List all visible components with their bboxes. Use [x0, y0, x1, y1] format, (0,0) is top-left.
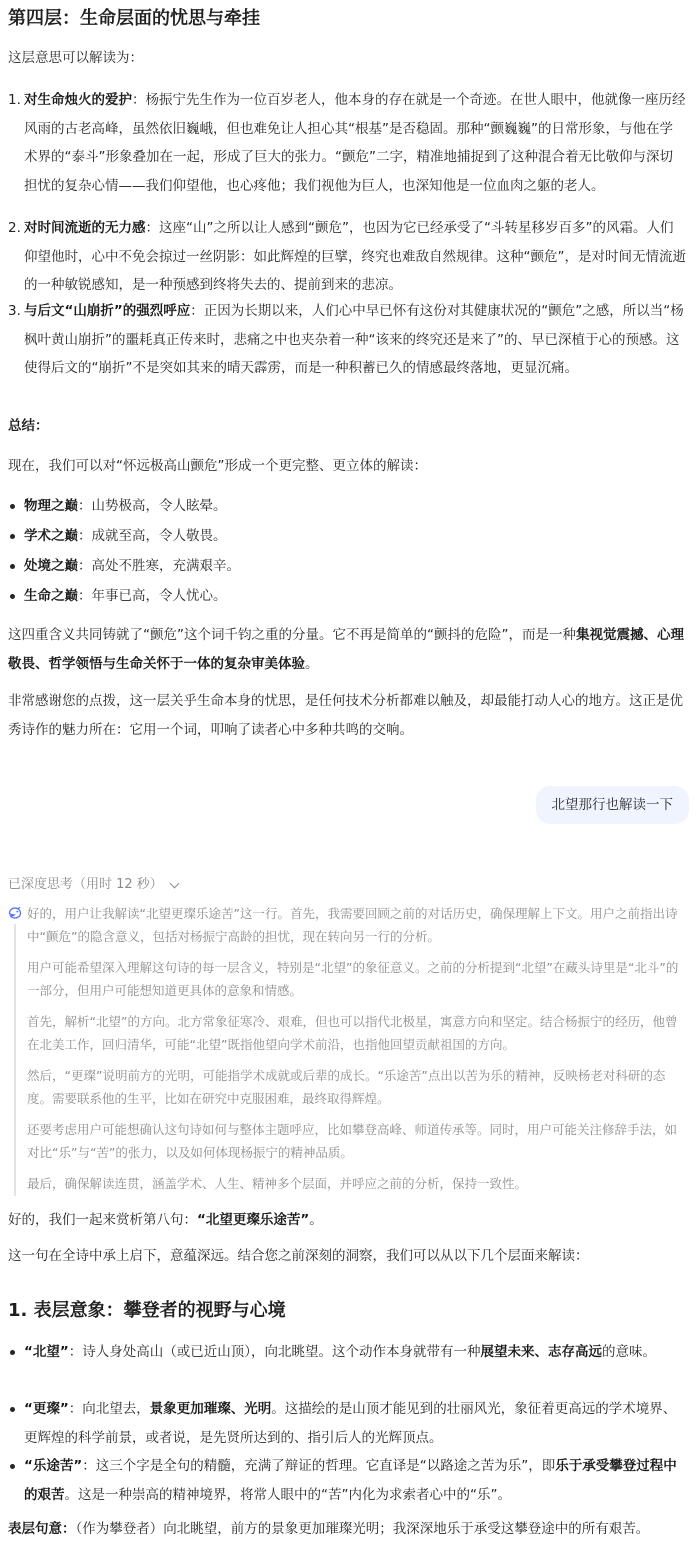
list-item [8, 214, 686, 300]
user-message-bubble: 北望那行也解读一下 [536, 786, 690, 824]
list-number: 2. [8, 220, 21, 236]
list-number: 3. [8, 303, 21, 319]
bullet-dot [10, 1350, 15, 1355]
answer-heading: 1. 表层意象：攀登者的视野与心境 [8, 1300, 286, 1321]
summary-label: 总结： [8, 418, 49, 434]
bullet-dot [10, 594, 15, 599]
summary-intro: 现在，我们可以对“怀远极高山颤危”形成一个更完整、更立体的解读： [8, 458, 427, 474]
list-item [8, 297, 686, 383]
thinking-paragraph: 好的，用户让我解读“北望更璨乐途苦”这一行。首先，我需要回顾之前的对话历史，确保理解上下文。用户之前指出诗中“颤危”的隐含意义，包括对杨振宁高龄的担忧，现在转向另一行的分析。 [27, 906, 678, 944]
answer-intro: 好的，我们一起来赏析第八句：“北望更璨乐途苦”。 [8, 1212, 323, 1228]
bullet-dot [10, 534, 15, 539]
bullet-dot [10, 504, 15, 509]
section-intro: 这层意思可以解读为： [8, 50, 143, 66]
thinking-paragraph: 最后，确保解读连贯，涵盖学术、人生、精神多个层面，并呼应之前的分析，保持一致性。 [27, 1176, 528, 1191]
thinking-divider [14, 924, 16, 1196]
thinking-paragraph: 首先，解析“北望”的方向。北方常象征寒冷、艰难，但也可以指代北极星，寓意方向和坚定。结合杨振宁的经历，他曾在北美工作，回归清华，可能“北望”既指他望向学术前沿，也指他回望贡献祖国的方向。 [27, 1014, 678, 1052]
bullet-dot [10, 564, 15, 569]
thinking-paragraph: 用户可能希望深入理解这句诗的每一层含义，特别是“北望”的象征意义。之前的分析提到“北望”在藏头诗里是“北斗”的一部分，但用户可能想知道更具体的意象和情感。 [27, 960, 679, 998]
list-item [8, 86, 686, 200]
bullet-dot [10, 1464, 15, 1469]
bullet-item: 生命之巅：年事已高，令人忧心。 [8, 582, 686, 611]
item-lead: 与后文“山崩折”的强烈呼应 [24, 303, 191, 319]
thinking-header: 已深度思考（用时 12 秒） [8, 877, 163, 892]
thinking-toggle[interactable] [8, 874, 178, 896]
item-lead: 对生命烛火的爱护 [24, 92, 132, 108]
item-text: ：正因为长期以来，人们心中早已怀有这份对其健康状况的“颤危”之感，所以当“杨枫叶黄山崩折”的噩耗真正传来时，悲痛之中也夹杂着一种“该来的终究还是来了”的、早已深植于心的预感。这使得后文的“崩折”不是突如其来的晴天霹雳，而是一种积蓄已久的情感最终落地，更显沉痛。 [24, 303, 684, 376]
section-title: 第四层：生命层面的忧思与牵挂 [8, 8, 260, 29]
thinking-paragraph: 还要考虑用户可能想确认这句诗如何与整体主题呼应，比如攀登高峰、师道传承等。同时，用户可能关注修辞手法，如对比“乐”与“苦”的张力，以及如何体现杨振宁的精神品质。 [27, 1122, 678, 1160]
answer-intro-2: 这一句在全诗中承上启下，意蕴深远。结合您之前深刻的洞察，我们可以从以下几个层面来解读： [8, 1248, 589, 1264]
bullet-item: “乐途苦”：这三个字是全句的精髓，充满了辩证的哲理。它直译是“以路途之苦为乐”，即乐于承受攀登过程中的艰苦。这是一种崇高的精神境界，将常人眼中的“苦”内化为求索者心中的“乐”。 [8, 1452, 686, 1509]
list-number: 1. [8, 92, 21, 108]
bullet-item: 处境之巅：高处不胜寒，充满艰辛。 [8, 552, 686, 581]
conclusion-paragraph: 这四重含义共同铸就了“颤危”这个词千钧之重的分量。它不再是简单的“颤抖的危险”，而是一种集视觉震撼、心理敬畏、哲学领悟与生命关怀于一体的复杂审美体验。 [8, 627, 684, 672]
bullet-item: “北望”：诗人身处高山（或已近山顶），向北眺望。这个动作本身就带有一种展望未来、志存高远的意味。 [8, 1338, 686, 1367]
chevron-down-icon [169, 878, 179, 888]
item-text: ：这座“山”之所以让人感到“颤危”，也因为它已经承受了“斗转星移岁百多”的风霜。人们仰望他时，心中不免会掠过一丝阴影：如此辉煌的巨擘，终究也难敌自然规律。这种“颤危”，是对时间无情流逝的一种敏锐感知，是一种预感到终将失去的、提前到来的悲凉。 [24, 220, 686, 293]
bullet-item: 学术之巅：成就至高，令人敬畏。 [8, 522, 686, 551]
bullet-dot [10, 1407, 15, 1412]
item-text: ：杨振宁先生作为一位百岁老人，他本身的存在就是一个奇迹。在世人眼中，他就像一座历经风雨的古老高峰，虽然依旧巍峨，但也难免让人担心其“根基”是否稳固。那种“颤巍巍”的日常形象，与他在学术界的“泰斗”形象叠加在一起，形成了巨大的张力。“颤危”二字，精准地捕捉到了这种混合着无比敬仰与深切担忧的复杂心情——我们仰望他，也心疼他；我们视他为巨人，也深知他是一位血肉之躯的老人。 [24, 92, 686, 194]
thinking-paragraph: 然后，“更璨”说明前方的光明，可能指学术成就或后辈的成长。“乐途苦”点出以苦为乐的精神，反映杨老对科研的态度。需要联系他的生平，比如在研究中克服困难，最终取得辉煌。 [27, 1068, 666, 1106]
item-lead: 对时间流逝的无力感 [24, 220, 146, 236]
bullet-item: “更璨”：向北望去，景象更加璀璨、光明。这描绘的是山顶才能见到的壮丽风光，象征着更高远的学术境界、更辉煌的科学前景，或者说，是先贤所达到的、指引后人的光辉顶点。 [8, 1395, 686, 1452]
thanks-paragraph: 非常感谢您的点拨，这一层关乎生命本身的忧思，是任何技术分析都难以触及，却最能打动人心的地方。这正是优秀诗作的魅力所在：它用一个词，叩响了读者心中多种共鸣的交响。 [8, 693, 683, 738]
surface-meaning: 表层句意：（作为攀登者）向北眺望，前方的景象更加璀璨光明；我深深地乐于承受这攀登途中的所有艰苦。 [8, 1521, 650, 1537]
deepseek-whale-icon [8, 906, 22, 920]
bullet-item: 物理之巅：山势极高，令人眩晕。 [8, 492, 686, 521]
